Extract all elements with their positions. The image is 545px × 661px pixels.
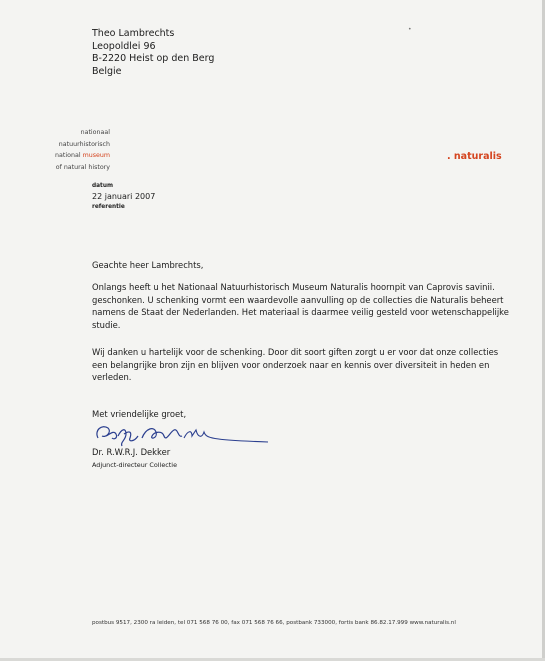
date-label: datum bbox=[92, 183, 113, 189]
paragraph-2 bbox=[92, 346, 512, 384]
org-name-block bbox=[55, 127, 110, 173]
naturalis-logo: . naturalis bbox=[447, 151, 502, 162]
closing-text: Met vriendelijke groet, bbox=[92, 409, 187, 419]
paragraph-1-text: Onlangs heeft u het Nationaal Natuurhistorisch Museum Naturalis hoornpit van Caprovis savinii. geschonken. U schenking vormt een waardevolle aanvulling op de collecties die Naturalis beheert namens de Staat der Nederlanden. Het materiaal is daarmee veilig gesteld voor wetenschappelijke studie. bbox=[92, 282, 509, 331]
org-line-4: of natural history bbox=[55, 163, 110, 171]
letter-meta bbox=[92, 182, 155, 212]
org-line-3 bbox=[55, 150, 110, 162]
signer-title: Adjunct-directeur Collectie bbox=[92, 461, 178, 469]
recipient-city: B-2220 Heist op den Berg bbox=[92, 53, 215, 65]
salutation-text: Geachte heer Lambrechts, bbox=[92, 260, 204, 270]
signer-name: Dr. R.W.R.J. Dekker bbox=[92, 447, 171, 457]
paragraph-2-text: Wij danken u hartelijk voor de schenking. Door dit soort giften zorgt u er voor dat onze collecties een belangrijke bron zijn en blijven voor onderzoek naar en kennis over diversiteit in heden en verleden. bbox=[92, 347, 499, 383]
signature-image bbox=[92, 420, 277, 448]
org-line-3-prefix: national bbox=[55, 152, 81, 160]
org-line-2: natuurhistorisch bbox=[58, 140, 110, 148]
org-line-3-accent: museum bbox=[82, 152, 110, 160]
recipient-address bbox=[92, 28, 214, 78]
paragraph-1 bbox=[92, 281, 512, 332]
stray-mark: • bbox=[408, 26, 412, 33]
recipient-country: Belgie bbox=[92, 65, 122, 77]
footer-contact: postbus 9517, 2300 ra leiden, tel 071 568 76 00, fax 071 568 76 66, postbank 733000, fortis bank 86.82.17.999 www.naturalis.nl bbox=[92, 620, 456, 626]
salutation bbox=[92, 259, 512, 272]
recipient-street: Leopoldlei 96 bbox=[92, 40, 156, 52]
date-value: 22 januari 2007 bbox=[92, 192, 156, 201]
closing bbox=[92, 408, 512, 421]
recipient-name: Theo Lambrechts bbox=[92, 28, 175, 39]
reference-label: referentie bbox=[92, 204, 125, 210]
org-line-1: nationaal bbox=[80, 129, 110, 136]
